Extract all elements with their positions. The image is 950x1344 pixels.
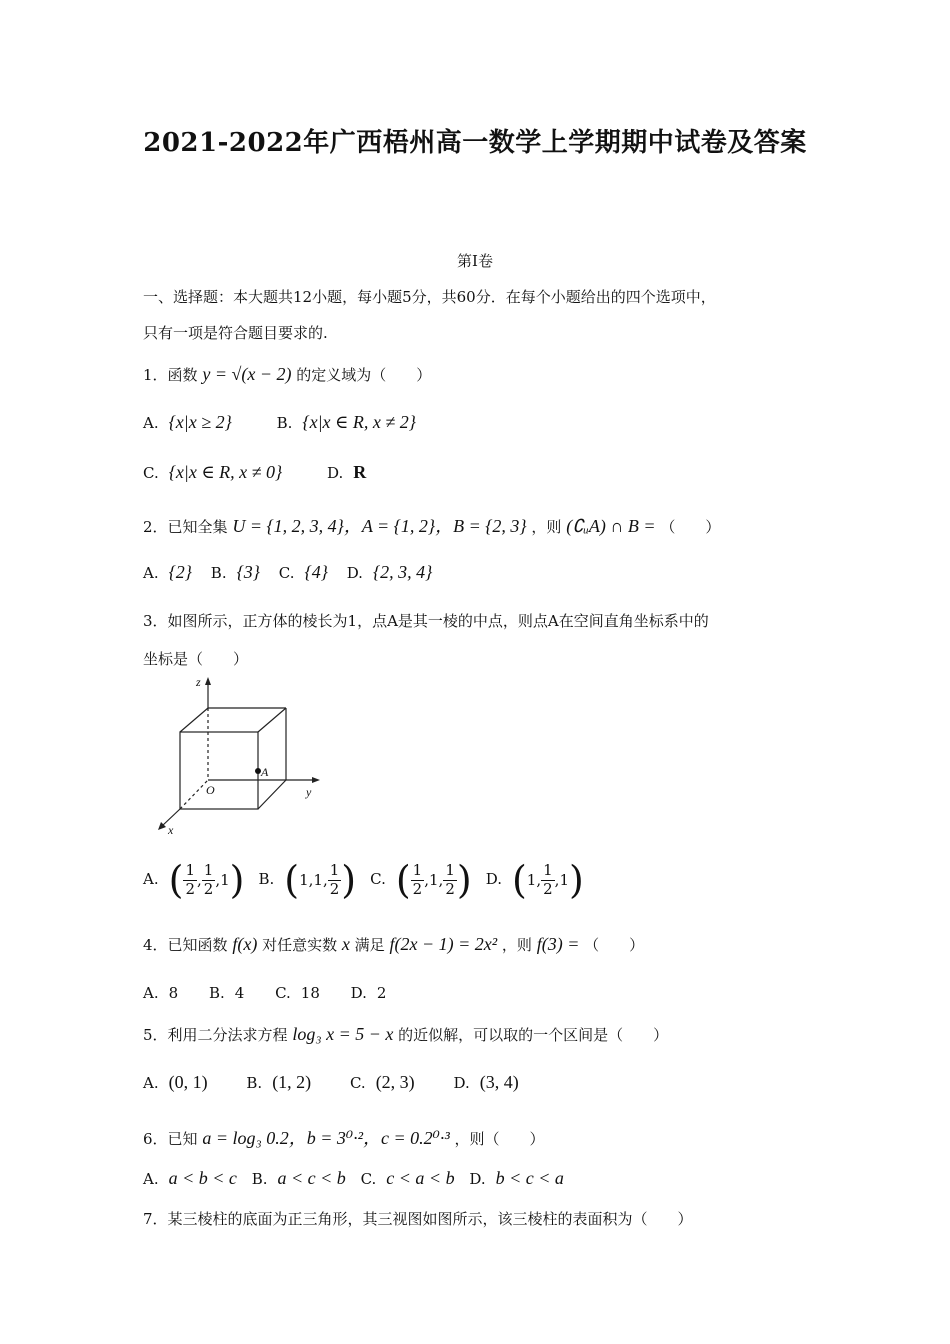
option-label: D. xyxy=(453,1074,470,1092)
q2-option-c[interactable] xyxy=(279,562,328,583)
q2-mid: ，则 xyxy=(531,518,562,536)
fraction: $\frac{1}{2}$ xyxy=(329,861,340,898)
q5-option-b[interactable] xyxy=(246,1072,311,1093)
q5-option-d[interactable] xyxy=(453,1072,518,1093)
option-text: a < c < b xyxy=(277,1168,346,1188)
y-arrow xyxy=(312,777,320,783)
q5-math: log₃ x = 5 − x xyxy=(292,1024,394,1044)
q4-prefix: 4．已知函数 xyxy=(143,936,228,954)
question-3-line-1: 3．如图所示，正方体的棱长为1，点A是其一棱的中点，则点A在空间直角坐标系中的 xyxy=(143,612,709,630)
comma: , xyxy=(308,871,314,889)
option-text: R xyxy=(353,462,367,482)
option-label: D. xyxy=(350,984,367,1002)
q3-options xyxy=(143,858,598,902)
option-label: D. xyxy=(327,464,344,482)
q6-prefix: 6．已知 xyxy=(143,1130,198,1148)
option-label: A. xyxy=(143,984,159,1002)
comma: , xyxy=(554,871,560,889)
option-text: 18 xyxy=(300,984,320,1002)
q3-option-a[interactable] xyxy=(143,858,244,902)
q6-options xyxy=(143,1168,590,1189)
option-label: B. xyxy=(258,870,275,888)
q1-options-row-2 xyxy=(143,462,392,483)
option-label: A. xyxy=(143,1170,159,1188)
option-text: (3, 4) xyxy=(479,1072,519,1092)
cube-front-face xyxy=(180,732,258,809)
option-label: B. xyxy=(276,414,293,432)
z-arrow xyxy=(205,677,211,685)
cube-edge xyxy=(258,780,286,809)
q5-suffix: 的近似解，可以取的一个区间是（ ） xyxy=(398,1026,669,1044)
q2-math: U = {1, 2, 3, 4}，A = {1, 2}，B = {2, 3} xyxy=(232,516,527,536)
option-label: B. xyxy=(251,1170,268,1188)
option-label: B. xyxy=(208,984,225,1002)
option-label: C. xyxy=(275,984,291,1002)
q2-option-a[interactable] xyxy=(143,562,192,583)
q5-prefix: 5．利用二分法求方程 xyxy=(143,1026,288,1044)
paren-close: ) xyxy=(569,858,584,902)
question-5 xyxy=(143,1024,668,1045)
comma: , xyxy=(424,871,429,889)
paren-open: ( xyxy=(284,858,300,902)
question-3-line-2: 坐标是（ ） xyxy=(143,650,249,668)
option-text: b < c < a xyxy=(495,1168,564,1188)
option-label: C. xyxy=(349,1074,366,1092)
q4-option-c[interactable] xyxy=(275,984,320,1002)
option-label: D. xyxy=(485,870,502,888)
option-label: D. xyxy=(346,564,363,582)
q4-math-4: f(3) = xyxy=(536,934,580,954)
q4-options xyxy=(143,984,412,1002)
q2-math-2: (∁ᵤA) ∩ B = xyxy=(566,516,656,536)
q5-option-a[interactable] xyxy=(143,1072,208,1093)
option-label: C. xyxy=(370,870,386,888)
option-text: {3} xyxy=(236,562,260,582)
q6-suffix: ，则（ ） xyxy=(454,1130,545,1148)
question-4 xyxy=(143,934,644,955)
paren-close: ) xyxy=(341,858,357,902)
option-text: {x|x ∈ R, x ≠ 0} xyxy=(168,462,283,482)
q4-mid-3: ，则 xyxy=(501,936,532,954)
q1-prefix: 1．函数 xyxy=(143,366,198,384)
option-label: B. xyxy=(246,1074,263,1092)
option-label: C. xyxy=(278,564,295,582)
option-label: C. xyxy=(360,1170,377,1188)
option-label: A. xyxy=(143,1074,159,1092)
paren-close: ) xyxy=(456,858,472,902)
q1-options-row-1 xyxy=(143,412,442,433)
fraction: $\frac{1}{2}$ xyxy=(412,861,423,898)
option-label: A. xyxy=(143,414,159,432)
option-text: {x|x ≥ 2} xyxy=(168,412,232,432)
q4-option-b[interactable] xyxy=(209,984,244,1002)
option-text: a < b < c xyxy=(168,1168,237,1188)
q1-option-a[interactable] xyxy=(143,412,232,433)
question-1 xyxy=(143,364,431,385)
q1-option-d[interactable] xyxy=(327,462,366,483)
option-label: D. xyxy=(469,1170,486,1188)
q1-suffix: 的定义域为（ ） xyxy=(296,366,432,384)
option-text: 4 xyxy=(234,984,245,1002)
origin-label: O xyxy=(206,783,215,797)
option-text: (0, 1) xyxy=(168,1072,208,1092)
q6-option-d[interactable] xyxy=(469,1168,564,1189)
q4-mid-1: 对任意实数 xyxy=(262,936,338,954)
q6-option-b[interactable] xyxy=(252,1168,346,1189)
coordinate-value: 1 xyxy=(299,871,309,889)
q3-option-b[interactable] xyxy=(258,858,356,902)
q3-option-d[interactable] xyxy=(486,858,584,902)
a-label: A xyxy=(261,765,269,779)
q4-math-3: f(2x − 1) = 2x² xyxy=(389,934,498,954)
q4-option-a[interactable] xyxy=(143,984,178,1002)
cube-hidden-edge xyxy=(180,780,208,809)
document-title: 2021-2022年广西梧州高一数学上学期期中试卷及答案 xyxy=(143,128,807,158)
instructions-line-2: 只有一项是符合题目要求的. xyxy=(143,324,328,342)
fraction: $\frac{1}{2}$ xyxy=(543,861,553,898)
fraction: $\frac{1}{2}$ xyxy=(203,861,214,898)
option-text: c < a < b xyxy=(386,1168,455,1188)
y-label: y xyxy=(306,785,312,799)
coordinate-value: 1 xyxy=(220,871,230,889)
paren-open: ( xyxy=(168,858,184,902)
q4-mid-2: 满足 xyxy=(354,936,385,954)
option-label: C. xyxy=(143,464,159,482)
fraction: $\frac{1}{2}$ xyxy=(445,861,455,898)
comma: , xyxy=(536,871,542,889)
comma: , xyxy=(438,871,444,889)
paren-open: ( xyxy=(511,858,527,902)
instructions-line-1: 一、选择题：本大题共12小题，每小题5分，共60分．在每个小题给出的四个选项中， xyxy=(143,288,716,306)
coordinate-value: 1 xyxy=(526,871,537,889)
coordinate-value: 1 xyxy=(313,871,323,889)
option-label: A. xyxy=(143,870,159,888)
q6-option-a[interactable] xyxy=(143,1168,237,1189)
x-label: x xyxy=(168,823,174,837)
section-heading: 第Ⅰ卷 xyxy=(457,252,493,270)
q3-option-c[interactable] xyxy=(370,858,472,902)
q5-option-c[interactable] xyxy=(350,1072,415,1093)
q4-option-d[interactable] xyxy=(351,984,387,1002)
option-text: (2, 3) xyxy=(375,1072,415,1092)
option-text: 2 xyxy=(376,984,387,1002)
cube-edge xyxy=(180,708,208,732)
cube-edge xyxy=(258,708,286,732)
q4-math-2: x xyxy=(341,934,350,954)
q1-option-b[interactable] xyxy=(277,412,416,433)
option-label: A. xyxy=(143,564,159,582)
comma: , xyxy=(196,871,202,889)
q6-math: a = log₃ 0.2，b = 3⁰·²，c = 0.2⁰·³ xyxy=(202,1128,450,1148)
paren-open: ( xyxy=(395,858,411,902)
paren-close: ) xyxy=(229,858,245,902)
q2-suffix: （ ） xyxy=(660,518,721,536)
coordinate-value: 1 xyxy=(429,871,439,889)
fraction: $\frac{1}{2}$ xyxy=(185,861,195,898)
comma: , xyxy=(215,871,221,889)
option-text: {4} xyxy=(304,562,328,582)
question-6 xyxy=(143,1124,545,1150)
q1-math: y = √(x − 2) xyxy=(202,364,292,384)
q4-math-1: f(x) xyxy=(232,934,258,954)
option-text: (1, 2) xyxy=(272,1072,312,1092)
question-2 xyxy=(143,512,720,538)
comma: , xyxy=(322,871,328,889)
q2-option-b[interactable] xyxy=(211,562,260,583)
z-label: z xyxy=(196,675,201,689)
q5-options xyxy=(143,1072,545,1093)
option-text: 8 xyxy=(168,984,179,1002)
question-7: 7．某三棱柱的底面为正三角形，其三视图如图所示，该三棱柱的表面积为（ ） xyxy=(143,1210,693,1228)
q4-suffix: （ ） xyxy=(584,936,645,954)
q1-option-c[interactable] xyxy=(143,462,282,483)
q2-option-d[interactable] xyxy=(347,562,433,583)
coordinate-value: 1 xyxy=(559,871,569,889)
option-text: {2} xyxy=(168,562,193,582)
q2-prefix: 2．已知全集 xyxy=(143,518,228,536)
q2-options xyxy=(143,562,458,583)
option-text: {2, 3, 4} xyxy=(372,562,433,582)
option-text: {x|x ∈ R, x ≠ 2} xyxy=(302,412,416,432)
option-label: B. xyxy=(210,564,227,582)
q6-option-c[interactable] xyxy=(361,1168,455,1189)
cube-figure xyxy=(150,672,330,842)
